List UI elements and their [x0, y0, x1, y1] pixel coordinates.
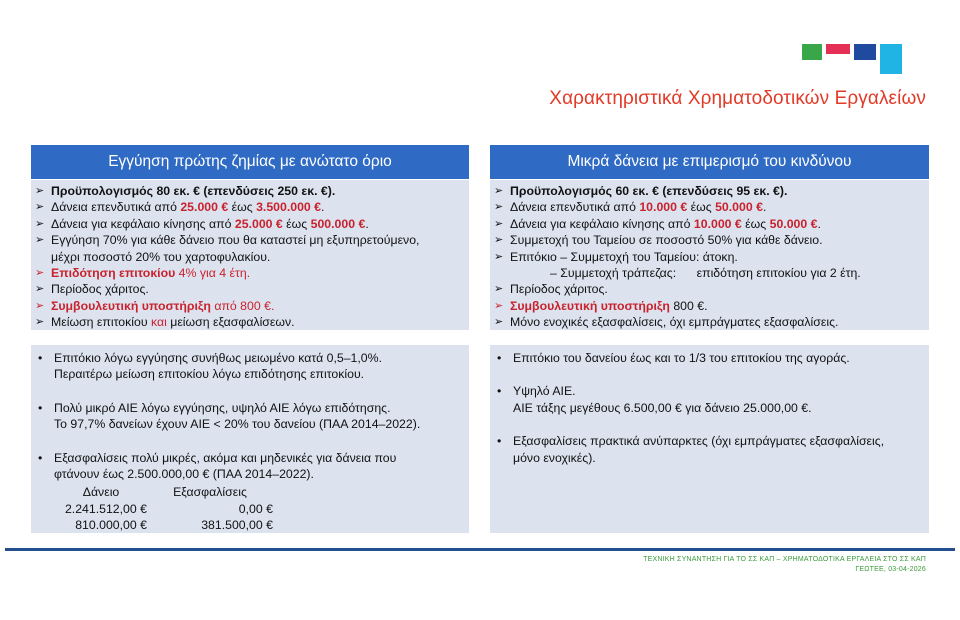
feature-item [494, 298, 923, 314]
feature-text: . [817, 216, 821, 231]
note-item [496, 433, 923, 466]
table-header-collateral: Εξασφαλίσεις [173, 485, 247, 500]
arrow-bullet-icon: ➢ [494, 201, 504, 214]
feature-text: 25.000 € [234, 216, 283, 231]
arrow-bullet-icon: ➢ [494, 283, 504, 296]
bullet-dot-icon: • [497, 351, 502, 365]
logo-red-block [826, 44, 850, 54]
table-header-loan: Δάνειο [82, 485, 120, 500]
feature-text: 10.000 € [693, 216, 742, 231]
bullet-dot-icon: • [38, 400, 43, 415]
feature-text: έως [282, 216, 311, 231]
table-cell: 810.000,00 € [75, 518, 147, 533]
feature-text-continuation: μέχρι ποσοστό 20% του χαρτοφυλακίου. [51, 249, 271, 264]
feature-text: . [365, 216, 369, 231]
feature-item [494, 216, 923, 232]
note-line: μόνο ενοχικές). [513, 450, 596, 465]
feature-text: από 800 €. [210, 298, 275, 313]
bullet-dot-icon: • [497, 434, 502, 449]
table-header-row [55, 484, 273, 500]
bullet-dot-icon: • [497, 384, 502, 399]
feature-text: Δάνεια για κεφάλαιο κίνησης από [510, 216, 694, 231]
feature-item [494, 249, 923, 282]
feature-text: 3.500.000 € [256, 200, 322, 215]
feature-text: Προϋπολογισμός 80 εκ. € (επενδύσεις 250 εκ. €). [51, 184, 336, 198]
feature-item [494, 281, 923, 297]
feature-item [35, 232, 463, 265]
feature-text: Συμβουλευτική υποστήριξη [51, 298, 211, 313]
feature-item [35, 183, 463, 199]
feature-text: Εγγύηση 70% για κάθε δάνειο που θα καταστεί μη εξυπηρετούμενο, [51, 233, 420, 248]
feature-item [35, 265, 463, 281]
feature-text: Περίοδος χάριτος. [51, 282, 149, 297]
feature-item [494, 183, 923, 199]
note-line: ΑΙΕ τάξης μεγέθους 6.500,00 € για δάνειο 25.000,00 €. [513, 400, 812, 415]
note-item [496, 383, 923, 416]
logo-cyan-block [880, 44, 902, 74]
arrow-bullet-icon: ➢ [494, 234, 504, 247]
feature-text: Συμβουλευτική υποστήριξη [510, 298, 670, 313]
left-features-list [35, 183, 463, 331]
feature-text: Συμμετοχή του Ταμείου σε ποσοστό 50% για κάθε δάνειο. [510, 233, 823, 248]
left-features-box [31, 180, 469, 330]
right-features-list [494, 183, 923, 331]
feature-text: έως [687, 200, 716, 215]
bullet-dot-icon: • [38, 351, 43, 365]
note-item [37, 400, 463, 433]
feature-text: 50.000 € [769, 216, 818, 231]
arrow-bullet-icon: ➢ [35, 185, 45, 197]
feature-text: Δάνεια για κεφάλαιο κίνησης από [51, 216, 235, 231]
left-notes-box [31, 345, 469, 533]
page-title: Χαρακτηριστικά Χρηματοδοτικών Εργαλείων [549, 88, 926, 109]
right-panel-header: Μικρά δάνεια με επιμερισμό του κινδύνου [490, 145, 929, 179]
feature-text: μείωση εξασφαλίσεων. [166, 315, 295, 330]
feature-item [35, 314, 463, 330]
footer-date: ΓΕΩΤΕΕ, 03-04-2026 [855, 566, 926, 573]
table-row [55, 501, 273, 517]
note-line: Επιτόκιο του δανείου έως και το 1/3 του επιτοκίου της αγοράς. [513, 351, 850, 365]
note-item [496, 350, 923, 366]
table-row [55, 517, 273, 533]
footer-divider [5, 548, 955, 551]
table-cell: 0,00 € [238, 501, 273, 516]
feature-item [35, 216, 463, 232]
note-line: Εξασφαλίσεις πρακτικά ανύπαρκτες (όχι εμπράγματες εξασφαλίσεις, [513, 434, 885, 449]
feature-text: έως [228, 200, 257, 215]
logo-green-block [802, 44, 822, 60]
table-cell: 2.241.512,00 € [64, 501, 147, 516]
feature-text: έως [741, 216, 770, 231]
feature-text: 4% για 4 έτη. [175, 266, 251, 281]
note-line: Εξασφαλίσεις πολύ μικρές, ακόμα και μηδενικές για δάνεια που [54, 450, 397, 465]
feature-item [494, 199, 923, 215]
arrow-bullet-icon: ➢ [494, 217, 504, 230]
collateral-table [55, 484, 273, 533]
logo-navy-block [854, 44, 876, 60]
arrow-bullet-icon: ➢ [494, 316, 504, 329]
right-notes-list [496, 350, 923, 466]
feature-item [494, 314, 923, 330]
feature-text: Περίοδος χάριτος. [510, 282, 608, 297]
feature-text: Δάνεια επενδυτικά από [51, 200, 181, 215]
arrow-bullet-icon: ➢ [35, 201, 45, 214]
arrow-bullet-icon: ➢ [494, 250, 504, 263]
feature-text: 800 €. [669, 298, 708, 313]
feature-text: Επιτόκιο – Συμμετοχή του Ταμείου: άτοκη. [510, 249, 738, 264]
arrow-bullet-icon: ➢ [494, 299, 504, 312]
feature-text: . [321, 200, 325, 215]
table-cell: 381.500,00 € [201, 518, 273, 533]
footer [643, 555, 926, 575]
feature-item [35, 199, 463, 215]
note-item [37, 450, 463, 483]
feature-text: Δάνεια επενδυτικά από [510, 200, 640, 215]
feature-text: Μόνο ενοχικές εξασφαλίσεις, όχι εμπράγματες εξασφαλίσεις. [510, 315, 839, 330]
feature-text: 50.000 € [715, 200, 763, 215]
feature-item [494, 232, 923, 248]
arrow-bullet-icon: ➢ [494, 185, 504, 197]
arrow-bullet-icon: ➢ [35, 283, 45, 296]
note-line: Το 97,7% δανείων έχουν ΑΙΕ < 20% του δανείου (ΠΑΑ 2014–2022). [54, 417, 421, 432]
note-line: φτάνουν έως 2.500.000,00 € (ΠΑΑ 2014–2022). [54, 467, 314, 482]
feature-text: 25.000 € [180, 200, 229, 215]
arrow-bullet-icon: ➢ [35, 316, 45, 329]
note-line: Περαιτέρω μείωση επιτοκίου λόγω επιδότησης επιτοκίου. [54, 367, 365, 382]
feature-item [35, 298, 463, 314]
feature-text: . [762, 200, 767, 215]
note-line: Υψηλό ΑΙΕ. [513, 384, 576, 399]
bullet-dot-icon: • [38, 450, 43, 465]
arrow-bullet-icon: ➢ [35, 299, 45, 312]
right-features-box [490, 180, 929, 330]
arrow-bullet-icon: ➢ [35, 217, 45, 230]
feature-text: 500.000 € [310, 216, 366, 231]
note-line: Επιτόκιο λόγω εγγύησης συνήθως μειωμένο κατά 0,5–1,0%. [54, 351, 382, 365]
note-line: Πολύ μικρό ΑΙΕ λόγω εγγύησης, υψηλό ΑΙΕ λόγω επιδότησης. [54, 400, 391, 415]
feature-text: Προϋπολογισμός 60 εκ. € (επενδύσεις 95 εκ. €). [510, 184, 788, 198]
logo [802, 44, 912, 74]
arrow-bullet-icon: ➢ [35, 234, 45, 247]
feature-text: Επιδότηση επιτοκίου [51, 266, 176, 281]
feature-text: Μείωση επιτοκίου [51, 315, 151, 330]
left-panel-header: Εγγύηση πρώτης ζημίας με ανώτατο όριο [31, 145, 469, 179]
feature-item [35, 281, 463, 297]
arrow-bullet-icon: ➢ [35, 267, 45, 280]
feature-text: και [150, 315, 167, 330]
left-notes-list [37, 350, 463, 482]
right-notes-box [490, 345, 929, 533]
footer-title: ΤΕΧΝΙΚΗ ΣΥΝΑΝΤΗΣΗ ΓΙΑ ΤΟ ΣΣ ΚΑΠ – ΧΡΗΜΑΤΟΔΟΤΙΚΑ ΕΡΓΑΛΕΙΑ ΣΤΟ ΣΣ ΚΑΠ [643, 556, 926, 563]
feature-text-continuation: – Συμμετοχή τράπεζας: επιδότηση επιτοκίου για 2 έτη. [550, 266, 861, 281]
feature-text: 10.000 € [639, 200, 688, 215]
note-item [37, 350, 463, 383]
